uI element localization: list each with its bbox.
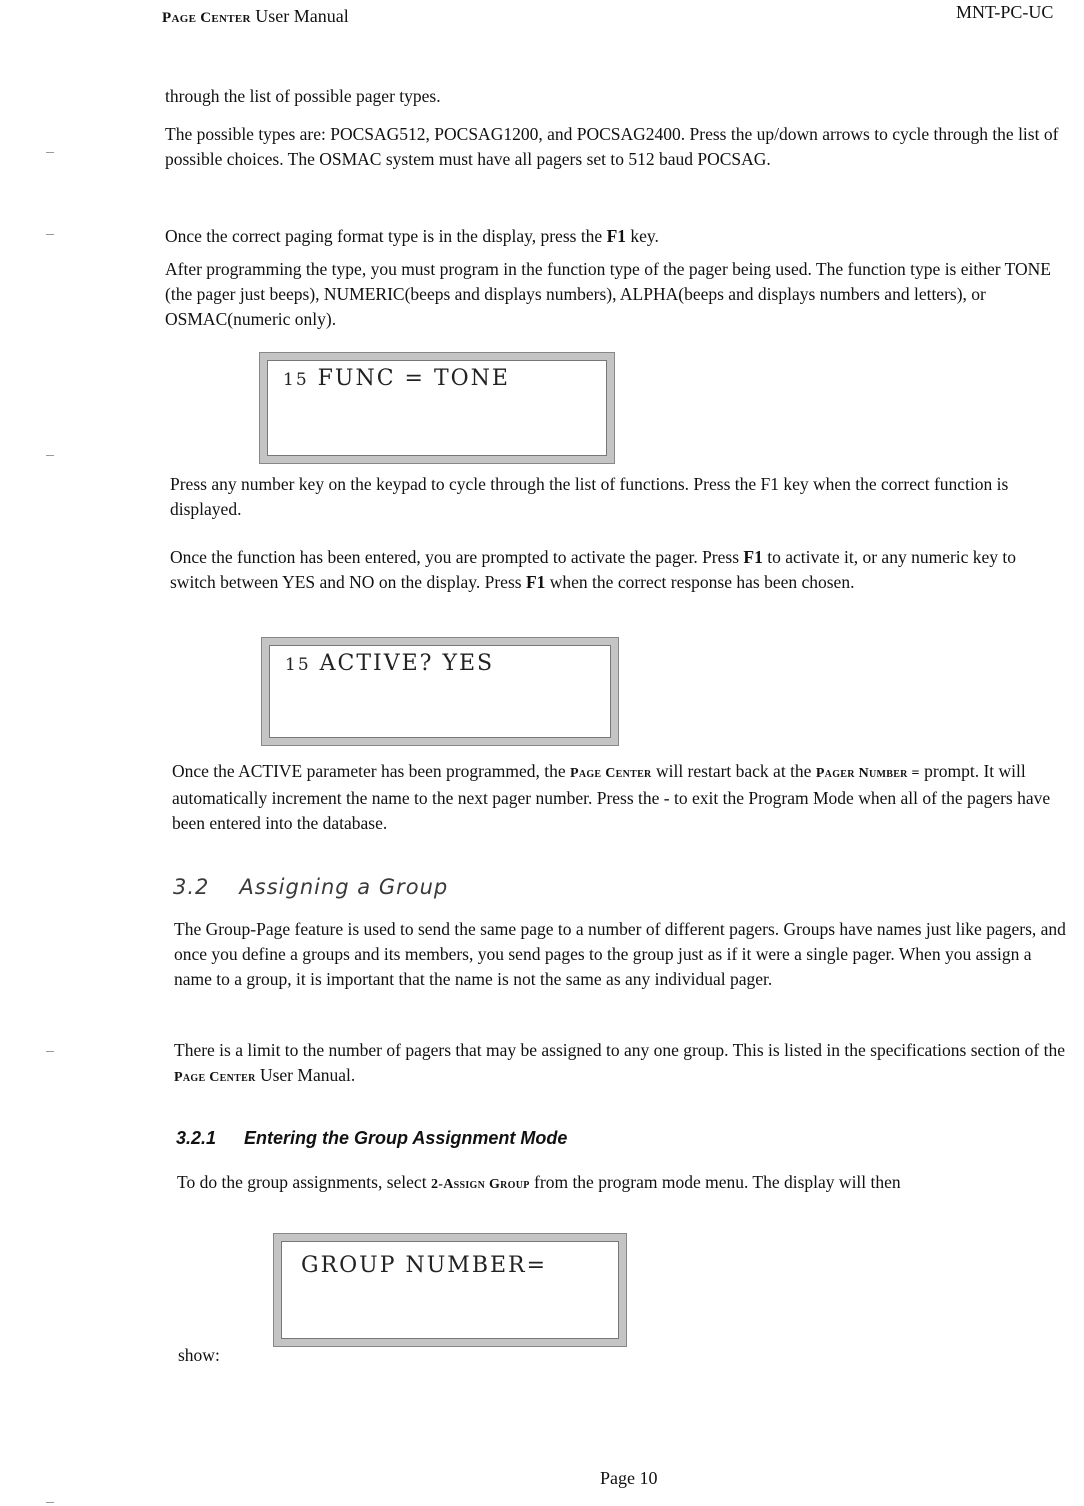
paragraph: Once the function has been entered, you are prompted to activate the pager. Press F1 to activate it, or any numeric key to switch between YES and NO on the display. Press F1 when the correct response has been chosen. [170, 547, 1017, 592]
margin-mark [46, 234, 54, 235]
paragraph: After programming the type, you must program in the function type of the pager being used. The function type is either TONE (the pager just beeps), NUMERIC(beeps and displays numbers), ALPHA(beeps and displays numbers and letters), or OSMAC(numeric only). [165, 259, 1051, 329]
page-number: Page 10 [600, 1468, 658, 1488]
header-title [162, 6, 349, 27]
paragraph: Once the ACTIVE parameter has been programmed, the Page Center will restart back at the Pager Number = prompt. It will automatically increment the name to the next pager number. Press the - to exit the Program Mode when all of the pagers have been entered into the database. [172, 761, 1051, 833]
lcd-text: 15 FUNC = TONE [283, 366, 510, 391]
paragraph: There is a limit to the number of pagers that may be assigned to any one group. This is listed in the specifications section of the Page Center User Manual. [174, 1040, 1065, 1085]
lcd-text: 15 ACTIVE? YES [285, 651, 495, 676]
margin-mark [46, 152, 54, 153]
header-manual: User Manual [250, 6, 349, 26]
margin-mark [46, 455, 54, 456]
margin-mark [46, 1051, 54, 1052]
lcd-display [262, 638, 618, 745]
brand-name: Page Center [162, 10, 251, 26]
subsection-heading: 3.2.1 Entering the Group Assignment Mode [176, 1128, 568, 1148]
key-f1: F1 [606, 226, 627, 246]
margin-mark [46, 1502, 54, 1503]
paragraph: Once the correct paging format type is in the display, press the F1 key. [165, 226, 659, 246]
lcd-display [260, 353, 614, 463]
section-heading: 3.2 Assigning a Group [173, 875, 449, 899]
paragraph: through the list of possible pager types. [165, 86, 441, 106]
lcd-text: GROUP NUMBER= [301, 1253, 548, 1278]
paragraph: To do the group assignments, select 2-Assign Group from the program mode menu. The display will then [177, 1172, 901, 1192]
lcd-display [274, 1234, 626, 1346]
paragraph: show: [178, 1345, 220, 1365]
paragraph: Press any number key on the keypad to cycle through the list of functions. Press the F1 key when the correct function is displayed. [170, 474, 1009, 519]
header-code: MNT-PC-UC [956, 2, 1054, 22]
paragraph: The possible types are: POCSAG512, POCSAG1200, and POCSAG2400. Press the up/down arrows to cycle through the list of possible choices. The OSMAC system must have all pagers set to 512 baud POCSAG. [165, 124, 1059, 169]
paragraph: The Group-Page feature is used to send the same page to a number of different pagers. Groups have names just like pagers, and once you define a groups and its members, you send pages to the group just as if it were a single pager. When you assign a name to a group, it is important that the name is not the same as any individual pager. [174, 919, 1066, 989]
